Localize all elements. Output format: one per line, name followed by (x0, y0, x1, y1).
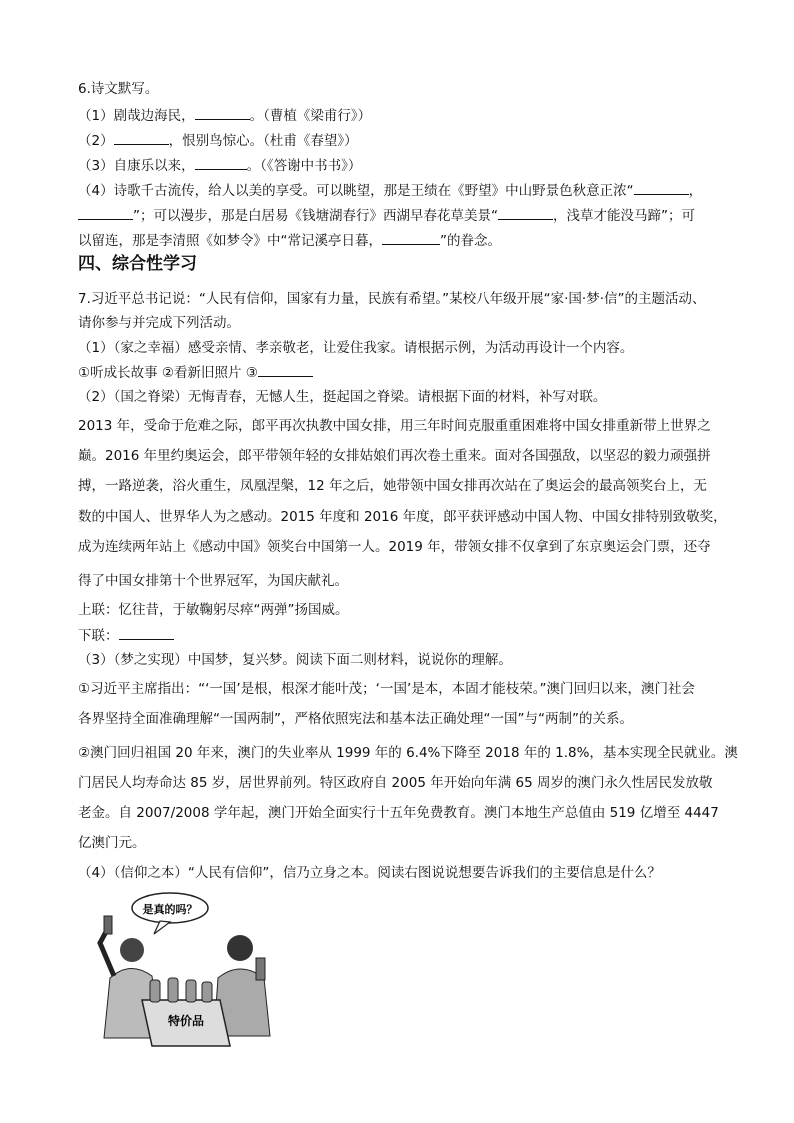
q6-line-6 (78, 231, 501, 250)
text: （1）剧哉边海民， (78, 108, 195, 124)
answer-blank[interactable] (119, 626, 174, 640)
material-line: 数的中国人、世界华人为之感动。2015 年度和 2016 年度，郎平获评感动中国人物、中国女排特别致敬奖， (78, 509, 727, 525)
q7-sub-2: （2）（国之脊梁）无悔青春，无憾人生，挺起国之脊梁。请根据下面的材料，补写对联。 (78, 389, 607, 405)
answer-blank[interactable] (498, 206, 553, 220)
answer-blank[interactable] (382, 231, 440, 245)
section-heading: 四、综合性学习 (78, 254, 197, 274)
reading-2: 门居民人均寿命达 85 岁，居世界前列。特区政府自 2005 年开始向年满 65 周岁的澳门永久性居民发放敬 (78, 775, 713, 791)
q7-sub-1: （1）（家之幸福）感受亲情、孝亲敬老，让爱住我家。请根据示例，为活动再设计一个内容。 (78, 340, 634, 356)
material-line: 2013 年，受命于危难之际，郎平再次执教中国女排，用三年时间克服重重困难将中国女排重新带上世界之 (78, 418, 711, 434)
text: ， (688, 183, 703, 199)
text: ，浅草才能没马蹄”；可 (553, 208, 695, 224)
box-label: 特价品 (167, 1014, 205, 1028)
text: ，恨别鸟惊心。（杜甫《春望》） (168, 133, 358, 149)
text: （4）诗歌千古流传，给人以美的享受。可以眺望，那是王绩在《野望》中山野景色秋意正浓“ (78, 183, 634, 199)
answer-blank[interactable] (195, 106, 250, 120)
q7-intro-2: 请你参与并完成下列活动。 (78, 315, 240, 331)
reading-2: 亿澳门元。 (78, 835, 146, 851)
material-line: 搏，一路逆袭，浴火重生，凤凰涅槃，12 年之后，她带领中国女排再次站在了奥运会的最高领奖台上，无 (78, 478, 707, 494)
text: （2） (78, 133, 114, 149)
text: 以留连，那是李清照《如梦令》中“常记溪亭日暮， (78, 233, 382, 249)
q6-line-4 (78, 181, 702, 200)
reading-2: ②澳门回归祖国 20 年来，澳门的失业率从 1999 年的 6.4%下降至 2018 年的 1.8%，基本实现全民就业。澳 (78, 745, 738, 761)
q6-line-5 (78, 206, 695, 225)
answer-blank[interactable] (634, 181, 689, 195)
reading-2: 老金。自 2007/2008 学年起，澳门开始全面实行十五年免费教育。澳门本地生产总值由 519 亿增至 4447 (78, 805, 719, 821)
answer-blank[interactable] (195, 156, 247, 170)
reading-1: ①习近平主席指出：“‘一国’是根，根深才能叶茂；‘一国’是本，本固才能枝荣。”澳门回归以来，澳门社会 (78, 681, 696, 697)
text: （3）自康乐以来， (78, 158, 195, 174)
cartoon-illustration (80, 888, 290, 1048)
material-line: 成为连续两年站上《感动中国》领奖台中国第一人。2019 年，带领女排不仅拿到了东京奥运会门票，还夺 (78, 539, 711, 555)
text: ①听成长故事 ②看新旧照片 ③ (78, 365, 258, 381)
text: 。（《答谢中书书》） (246, 158, 362, 174)
couplet-up: 上联：忆往昔，于敏鞠躬尽瘁“两弹”扬国威。 (78, 602, 349, 618)
answer-blank[interactable] (114, 131, 169, 145)
text: 。（曹植《梁甫行》） (249, 108, 372, 124)
q6-line-3 (78, 156, 361, 175)
q7-sub-4: （4）（信仰之本）“人民有信仰”，信乃立身之本。阅读右图说说想要告诉我们的主要信息是什么？ (78, 865, 661, 881)
answer-blank[interactable] (258, 363, 313, 377)
couplet-down (78, 626, 174, 645)
q6-line-2 (78, 131, 358, 150)
answer-blank[interactable] (78, 206, 133, 220)
text: ”的眷念。 (440, 233, 501, 249)
text: 下联： (78, 628, 119, 644)
bubble-text: 是真的吗？ (142, 903, 198, 916)
material-line: 得了中国女排第十个世界冠军，为国庆献礼。 (78, 573, 348, 589)
material-line: 巅。2016 年里约奥运会，郎平带领年轻的女排姑娘们再次卷土重来。面对各国强敌，以坚忍的毅力顽强拼 (78, 448, 711, 464)
q6-line-1 (78, 106, 371, 125)
text: ”；可以漫步，那是白居易《钱塘湖春行》西湖早春花草美景“ (133, 208, 498, 224)
q6-title: 6.诗文默写。 (78, 81, 159, 97)
reading-1: 各界坚持全面准确理解“一国两制”，严格依照宪法和基本法正确处理“一国”与“两制”的关系。 (78, 711, 633, 727)
q7-sub-3: （3）（梦之实现）中国梦，复兴梦。阅读下面二则材料，说说你的理解。 (78, 652, 512, 668)
q7-intro-1: 7.习近平总书记说：“人民有信仰，国家有力量，民族有希望。”某校八年级开展“家·国·梦·信”的主题活动、 (78, 291, 706, 307)
q7-sub-1-options (78, 363, 313, 382)
